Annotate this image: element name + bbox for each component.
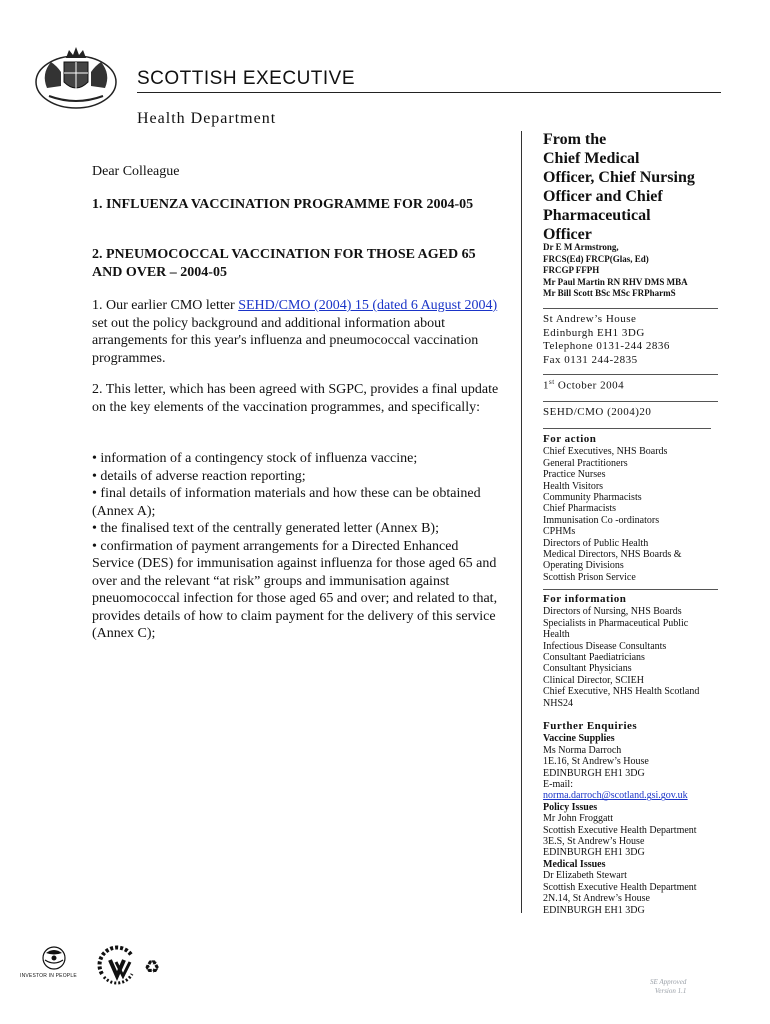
date-day: 1 xyxy=(543,379,549,392)
header-divider xyxy=(137,92,721,93)
policy-issues-title: Policy Issues xyxy=(543,801,598,813)
list-item: Scottish Executive Health Department xyxy=(543,824,697,836)
address-line: Edinburgh EH1 3DG xyxy=(543,326,645,339)
salutation: Dear Colleague xyxy=(92,164,180,179)
from-line: Officer, Chief Nursing xyxy=(543,169,695,186)
list-item: Clinical Director, SCIEH xyxy=(543,674,644,686)
list-item: CPHMs xyxy=(543,526,576,538)
officer-line: FRCS(Ed) FRCP(Glas, Ed) xyxy=(543,253,649,264)
list-item: General Practitioners xyxy=(543,457,628,469)
list-item: • the finalised text of the centrally generated letter (Annex B); xyxy=(92,521,439,536)
vaccine-supplies-title: Vaccine Supplies xyxy=(543,733,615,745)
heading-influenza: 1. INFLUENZA VACCINATION PROGRAMME FOR 2004-05 xyxy=(92,197,474,212)
officer-names xyxy=(543,242,688,300)
list-item: Directors of Nursing, NHS Boards xyxy=(543,606,682,618)
address-line: Fax 0131 244-2835 xyxy=(543,353,638,366)
bullet-list xyxy=(92,450,502,643)
list-item: EDINBURGH EH1 3DG xyxy=(543,904,645,916)
sidebar-divider xyxy=(543,589,718,590)
list-item: Specialists in Pharmaceutical Public xyxy=(543,617,689,629)
list-item: Ms Norma Darroch xyxy=(543,744,622,756)
list-item: Infectious Disease Consultants xyxy=(543,640,667,652)
list-item: EDINBURGH EH1 3DG xyxy=(543,847,645,859)
from-line: Chief Medical xyxy=(543,150,640,167)
further-enquiries-section xyxy=(543,721,733,916)
address-line: St Andrew’s House xyxy=(543,313,637,325)
list-item: 2N.14, St Andrew’s House xyxy=(543,893,650,905)
version-stamp xyxy=(650,978,686,996)
from-line: Pharmaceutical xyxy=(543,207,651,224)
recycle-icon: ♻ xyxy=(144,957,161,977)
for-action-list xyxy=(543,446,733,583)
letter-date xyxy=(543,378,624,392)
royal-crest-logo xyxy=(33,44,119,110)
from-line: Officer xyxy=(543,226,592,243)
list-item: Chief Pharmacists xyxy=(543,503,617,515)
letter-reference: SEHD/CMO (2004)20 xyxy=(543,406,652,418)
from-line: Officer and Chief xyxy=(543,188,663,205)
list-item: Dr Elizabeth Stewart xyxy=(543,870,627,882)
investor-in-people-label: INVESTOR IN PEOPLE xyxy=(20,973,77,979)
department-name: Health Department xyxy=(137,110,277,127)
list-item: Consultant Physicians xyxy=(543,663,632,675)
address-line: Telephone 0131-244 2836 xyxy=(543,340,670,353)
date-rest: October 2004 xyxy=(554,379,625,392)
further-enquiries-title: Further Enquiries xyxy=(543,720,638,732)
for-information-section xyxy=(543,594,733,709)
version-line: Version 1.1 xyxy=(654,987,687,995)
list-item: Directors of Public Health xyxy=(543,537,649,549)
paragraph-1-start: 1. Our earlier CMO letter xyxy=(92,298,239,313)
list-item: Health Visitors xyxy=(543,480,604,492)
list-item: Scottish Executive Health Department xyxy=(543,881,697,893)
list-item: Chief Executives, NHS Boards xyxy=(543,446,668,458)
list-item: Operating Divisions xyxy=(543,560,624,572)
officer-line: FRCGP FFPH xyxy=(543,265,600,275)
list-item: • final details of information materials and how these can be obtained (Annex A); xyxy=(92,486,481,519)
vaccine-contact xyxy=(543,745,733,791)
policy-contact xyxy=(543,813,733,859)
for-information-list xyxy=(543,606,733,709)
list-item: Chief Executive, NHS Health Scotland xyxy=(543,686,700,698)
list-item: Practice Nurses xyxy=(543,469,606,481)
medical-contact xyxy=(543,870,733,916)
list-item: EDINBURGH EH1 3DG xyxy=(543,767,645,779)
officer-line: Dr E M Armstrong, xyxy=(543,242,619,252)
for-action-section xyxy=(543,434,733,583)
from-line: From the xyxy=(543,131,607,148)
paragraph-1 xyxy=(92,297,502,367)
officer-line: Mr Bill Scott BSc MSc FRPharmS xyxy=(543,288,676,298)
officer-line: Mr Paul Martin RN RHV DMS MBA xyxy=(543,276,688,287)
list-item: • details of adverse reaction reporting; xyxy=(92,468,306,484)
sidebar-divider xyxy=(543,308,718,309)
sidebar-divider xyxy=(543,374,718,375)
for-information-title: For information xyxy=(543,593,627,605)
column-divider xyxy=(521,131,522,913)
list-item: Health xyxy=(543,629,570,641)
list-item: • information of a contingency stock of influenza vaccine; xyxy=(92,451,418,466)
list-item: Mr John Froggatt xyxy=(543,813,613,825)
list-item: E-mail: xyxy=(543,779,573,791)
paragraph-1-end: set out the policy background and additional information about arrangements for this year's influenza and pneumococcal vaccination programmes. xyxy=(92,315,479,366)
list-item: 3E.S, St Andrew’s House xyxy=(543,836,645,848)
list-item: Medical Directors, NHS Boards & xyxy=(543,549,682,561)
list-item: Immunisation Co -ordinators xyxy=(543,514,660,526)
medical-issues-title: Medical Issues xyxy=(543,858,606,870)
sidebar-divider xyxy=(543,401,718,402)
heading-pneumococcal: 2. PNEUMOCOCCAL VACCINATION FOR THOSE AGED 65 AND OVER – 2004-05 xyxy=(92,247,476,280)
vaccine-email-link[interactable]: norma.darroch@scotland.gsi.gov.uk xyxy=(543,790,688,802)
version-line: SE Approved xyxy=(650,978,687,986)
list-item: Scottish Prison Service xyxy=(543,571,636,583)
organisation-title: SCOTTISH EXECUTIVE xyxy=(137,68,356,89)
for-action-title: For action xyxy=(543,433,597,445)
paragraph-2: 2. This letter, which has been agreed with SGPC, provides a final update on the key elements of the vaccination programmes, and specifically: xyxy=(92,382,499,415)
from-block xyxy=(543,130,695,244)
list-item: Community Pharmacists xyxy=(543,492,642,504)
sidebar-divider xyxy=(543,428,711,429)
list-item: NHS24 xyxy=(543,697,574,709)
date-suffix: st xyxy=(549,378,555,386)
cmo-letter-link[interactable]: SEHD/CMO (2004) 15 (dated 6 August 2004) xyxy=(238,298,498,313)
list-item: 1E.16, St Andrew’s House xyxy=(543,756,649,768)
positive-about-disabled-people-logo xyxy=(96,944,138,986)
list-item: Consultant Paediatricians xyxy=(543,652,645,664)
address-block xyxy=(543,313,670,367)
list-item: • confirmation of payment arrangements for a Directed Enhanced Service (DES) for immunisation against influenza for those aged 65 and over and the relevant “at risk” groups and immunisation against pneuomococcal infection for those aged 65 and over; and related to that, provides details of how to claim payment for the delivery of this service (Annex C); xyxy=(92,538,498,641)
